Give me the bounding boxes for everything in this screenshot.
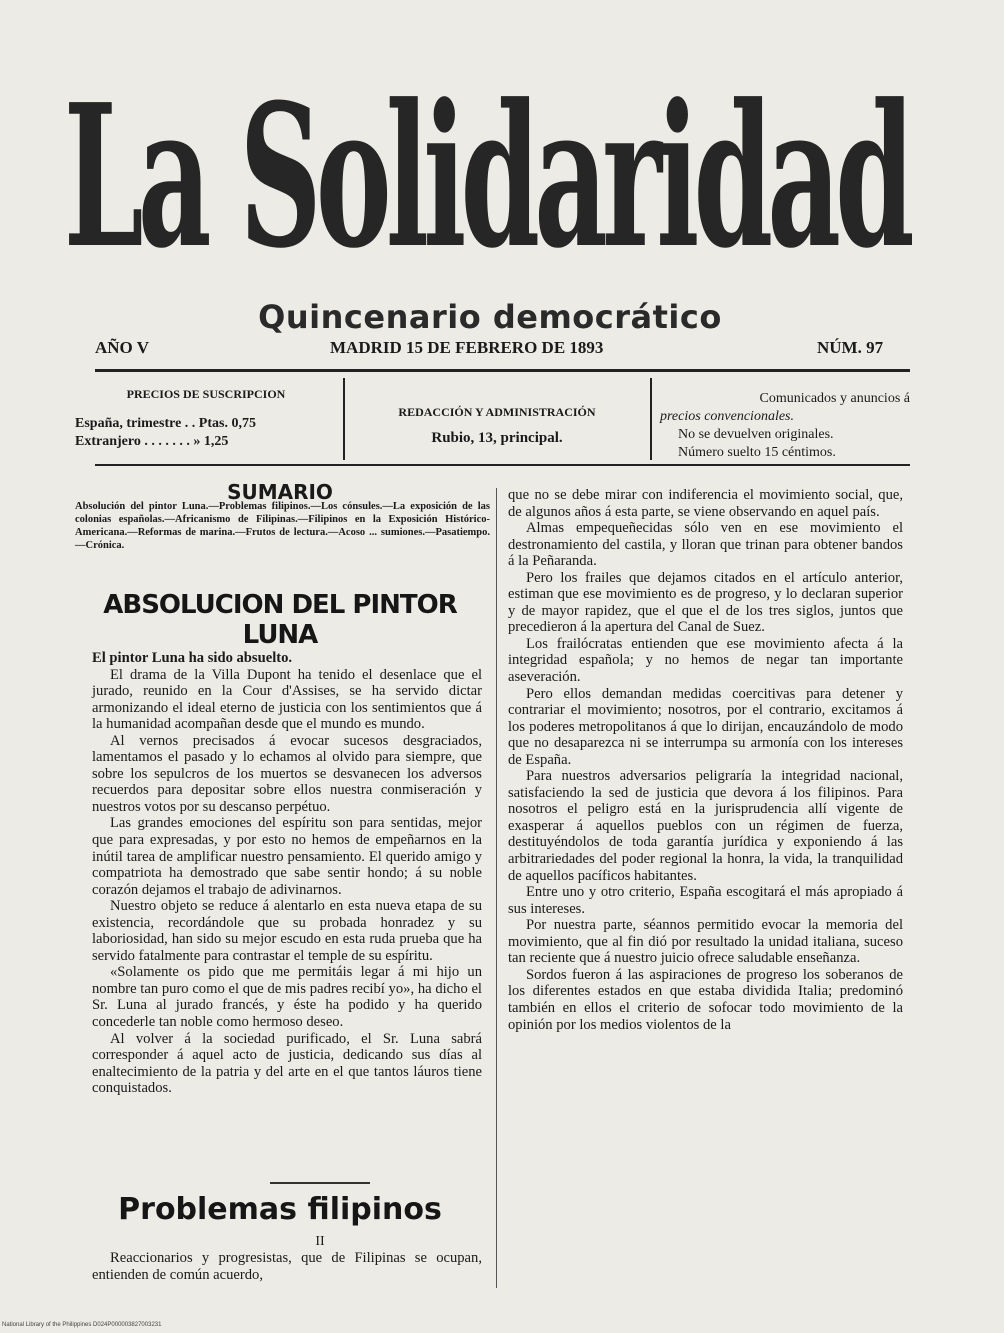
article2-body	[92, 1250, 482, 1283]
notice-line-1: Comunicados y anuncios á	[759, 391, 910, 406]
notice-line-3: No se devuelven originales.	[678, 427, 834, 442]
right-p3: Pero los frailes que dejamos citados en el artículo anterior, estiman que ese movimiento es de progreso, y lo declaran superior y de mayor rapidez, que el que el de los tres siglos, juntos que precedieron á la apertura del Canal de Suez.	[508, 569, 903, 636]
issue-dateline: MADRID 15 DE FEBRERO DE 1893	[330, 338, 604, 357]
sumario-title: SUMARIO	[227, 480, 333, 504]
right-p8: Por nuestra parte, séannos permitido evocar la memoria del movimiento, que al fin dió por resultado la unidad italiana, suceso tan reciente que á nuestro juicio ofrece saludable enseñanza.	[508, 917, 903, 967]
issue-year: AÑO V	[95, 338, 149, 357]
article1-p5: Nuestro objeto se reduce á alentarlo en esta nueva etapa de su existencia, recordándole que su probada honradez y su laboriosidad, han sido su mejor escudo en esta ruda prueba que ha servido fatalmente para contrastar el temple de su espíritu.	[92, 898, 482, 964]
masthead-title: La Solidaridad	[63, 62, 909, 292]
right-p2: Almas empequeñecidas sólo ven en ese movimiento el destronamiento del castila, y lloran que trinan para obtener bandos á la Peñaranda.	[508, 520, 903, 570]
article1-p6: «Solamente os pido que me permitáis legar á mi hijo un nombre tan puro como el que de mis padres recibí yo», ha dicho el Sr. Luna al jurado francés, y éste ha podido y ha querido concederle tan noble como hermoso deseo.	[92, 964, 482, 1031]
notice-line-4: Número suelto 15 céntimos.	[678, 445, 836, 460]
divider-right	[650, 378, 652, 460]
bottom-rule	[95, 464, 910, 466]
notice-line-2: precios convencionales.	[660, 409, 794, 424]
article2-part: II	[315, 1234, 325, 1249]
right-p5: Pero ellos demandan medidas coercitivas para detener y contrariar el movimiento; nosotros, por el contrario, excitamos á los poderes metropolitanos á que lo dirijan, encauzándolo de modo que no desaparezca ni se interrumpa su armonía con los intereses de España.	[508, 685, 903, 768]
top-rule	[95, 369, 910, 372]
article1-p2: El drama de la Villa Dupont ha tenido el desenlace que el jurado, reunido en la Cour d'Assises, se ha servido dictar armonizando el ideal eterno de justicia con los sentimientos que á la humanidad acompañan desde que el mundo es mundo.	[92, 666, 482, 733]
article2-headline: Problemas filipinos	[118, 1192, 442, 1227]
admin-title: REDACCIÓN Y ADMINISTRACIÓN	[398, 405, 596, 419]
right-p6: Para nuestros adversarios peligraría la integridad nacional, satisfaciendo la sed de justicia que devora á los filipinos. Para nosotros el peligro está en la jurisprudencia allí vigente de exasperar á aquellos pueblos con un régimen de fuerza, destituyéndolos de toda garantía jurídica y exponiendo á las arbitrariedades del poder regional la honra, la vida, la tranquilidad de aquellos pacíficos habitantes.	[508, 768, 903, 884]
admin-address: Rubio, 13, principal.	[431, 430, 563, 446]
article1-headline: ABSOLUCION DEL PINTOR LUNA	[103, 590, 457, 650]
article1-p7: Al volver á la sociedad purificado, el Sr. Luna sabrá corresponder á aquel acto de justicia, dedicando sus días al enaltecimiento de la patria y del arte en el que tantos láuros tiene conquistados.	[92, 1030, 482, 1097]
administration-box	[352, 403, 642, 447]
notices-box	[660, 390, 910, 462]
right-column	[508, 487, 903, 1033]
issue-number: NÚM. 97	[817, 338, 884, 357]
column-rule	[496, 488, 497, 1288]
right-p7: Entre uno y otro criterio, España escogitará el más apropiado á sus intereses.	[508, 884, 903, 917]
library-credit: National Library of the Philippines D024P000003827003231	[2, 1322, 162, 1328]
prices-line-abroad: Extranjero . . . . . . . » 1,25	[75, 434, 229, 449]
sumario-text: Absolución del pintor Luna.—Problemas filipinos.—Los cónsules.—La exposición de las colonias españolas.—Africanismo de Filipinas.—Filipinos en la Exposición Histórico-Americana.—Reformas de marina.—Frutos de lectura.—Acoso ... sumiones.—Pasatiempo.—Crónica.	[75, 501, 490, 551]
right-p9: Sordos fueron á las aspiraciones de progreso los soberanos de los diferentes estados en que estaba dividida Italia; predominó también en ellos el criterio de sofocar todo movimiento de la opinión por los medios violentos de la	[508, 966, 903, 1033]
subscription-prices	[75, 385, 337, 451]
ornament-divider	[270, 1182, 370, 1184]
right-p4: Los frailócratas entienden que ese movimiento afecta á la integridad española; y no hemos de negar tan importante aseveración.	[508, 635, 903, 686]
article2-p1: Reaccionarios y progresistas, que de Filipinas se ocupan, entienden de común acuerdo,	[92, 1250, 482, 1283]
article1-p4: Las grandes emociones del espíritu son para sentidas, mejor que para expresadas, y por esto no hemos de empeñarnos en la inútil tarea de amplificar nuestro pensamiento. El querido amigo y compatriota ha demostrado que sabe sentir hondo; á su noble corazón dejamos el trabajo de adivinarnos.	[92, 815, 482, 898]
issue-line	[95, 338, 910, 364]
right-p1: que no se debe mirar con indiferencia el movimiento social, que, de algunos años á esta parte, se viene observando en aquel país.	[508, 487, 903, 520]
divider-left	[343, 378, 345, 460]
article1-p3: Al vernos precisados á evocar sucesos desgraciados, lamentamos el pasado y lo echamos al olvido para siempre, que sobre los sepulcros de los muertos se desvanecen los adversos recuerdos para depositar sobre ellos nuestra conmiseración y nuestros votos por su descanso perpétuo.	[92, 732, 482, 815]
article1-p1: El pintor Luna ha sido absuelto.	[92, 650, 293, 666]
prices-title: PRECIOS DE SUSCRIPCION	[126, 387, 286, 401]
prices-line-spain: España, trimestre . . Ptas. 0,75	[75, 416, 256, 431]
masthead-subtitle: Quincenario democrático	[258, 298, 722, 336]
left-column	[92, 650, 482, 1097]
